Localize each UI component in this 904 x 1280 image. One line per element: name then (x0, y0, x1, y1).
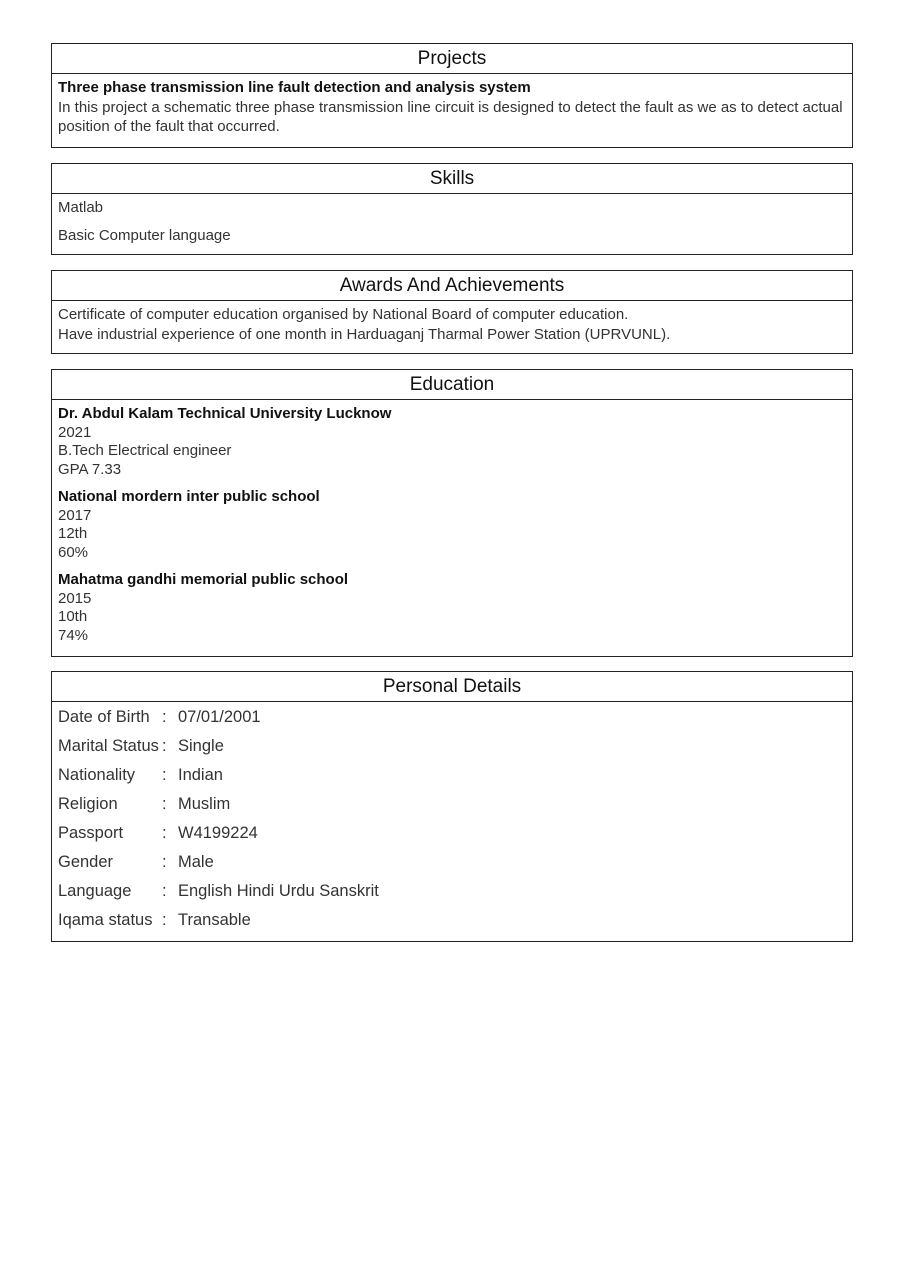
personal-row-iqama-status (58, 906, 846, 935)
personal-label: Date of Birth (58, 708, 150, 726)
personal-row-language (58, 877, 846, 906)
personal-value: English Hindi Urdu Sanskrit (178, 882, 379, 900)
education-item (58, 487, 846, 562)
personal-label: Iqama status (58, 911, 153, 929)
education-score: GPA 7.33 (58, 460, 122, 478)
personal-label: Nationality (58, 766, 136, 784)
education-year: 2015 (58, 589, 92, 607)
education-year: 2021 (58, 423, 92, 441)
personal-value: W4199224 (178, 824, 258, 842)
personal-value: 07/01/2001 (178, 708, 261, 726)
personal-value: Muslim (178, 795, 231, 813)
education-institution: Mahatma gandhi memorial public school (58, 571, 349, 588)
personal-rows (52, 702, 852, 935)
personal-title: Personal Details (52, 672, 852, 702)
skills-section (51, 163, 853, 255)
personal-value: Indian (178, 766, 223, 784)
education-degree: 10th (58, 608, 88, 625)
education-score: 74% (58, 626, 89, 644)
education-section (51, 369, 853, 657)
project-item (52, 74, 852, 137)
education-year: 2017 (58, 506, 92, 524)
personal-section (51, 671, 853, 942)
personal-separator: : (162, 795, 167, 813)
personal-label: Gender (58, 853, 114, 871)
personal-separator: : (162, 708, 167, 726)
personal-label: Marital Status (58, 737, 159, 755)
education-institution: National mordern inter public school (58, 488, 320, 505)
education-title: Education (52, 370, 852, 400)
skill-item: Basic Computer language (58, 226, 231, 244)
awards-body (52, 301, 852, 344)
project-description: In this project a schematic three phase transmission line circuit is designed to detect the fault as we as to detect actual position of the fault that occurred. (58, 98, 843, 135)
personal-separator: : (162, 911, 167, 929)
personal-row-nationality (58, 761, 846, 790)
education-degree: B.Tech Electrical engineer (58, 442, 232, 459)
award-line: Certificate of computer education organised by National Board of computer education. (58, 306, 629, 323)
awards-title: Awards And Achievements (52, 271, 852, 301)
personal-value: Transable (178, 911, 251, 929)
personal-label: Religion (58, 795, 118, 813)
personal-row-gender (58, 848, 846, 877)
personal-separator: : (162, 853, 167, 871)
projects-title: Projects (52, 44, 852, 74)
personal-separator: : (162, 766, 167, 784)
personal-separator: : (162, 737, 167, 755)
personal-separator: : (162, 882, 167, 900)
personal-row-marital-status (58, 732, 846, 761)
personal-value: Single (178, 737, 224, 755)
education-degree: 12th (58, 525, 88, 542)
awards-section (51, 270, 853, 354)
skills-title: Skills (52, 164, 852, 194)
personal-separator: : (162, 824, 167, 842)
award-line: Have industrial experience of one month in Harduaganj Tharmal Power Station (UPRVUNL). (58, 325, 671, 343)
personal-label: Passport (58, 824, 124, 842)
projects-section (51, 43, 853, 148)
education-item (58, 570, 846, 645)
education-institution: Dr. Abdul Kalam Technical University Lucknow (58, 405, 392, 422)
education-list (52, 400, 852, 645)
personal-row-dob (58, 703, 846, 732)
skills-list (52, 194, 852, 249)
personal-label: Language (58, 882, 132, 900)
project-name: Three phase transmission line fault detection and analysis system (58, 79, 531, 96)
education-item (58, 404, 846, 479)
skill-item: Matlab (58, 199, 104, 216)
personal-row-passport (58, 819, 846, 848)
personal-row-religion (58, 790, 846, 819)
personal-value: Male (178, 853, 214, 871)
education-score: 60% (58, 543, 89, 561)
